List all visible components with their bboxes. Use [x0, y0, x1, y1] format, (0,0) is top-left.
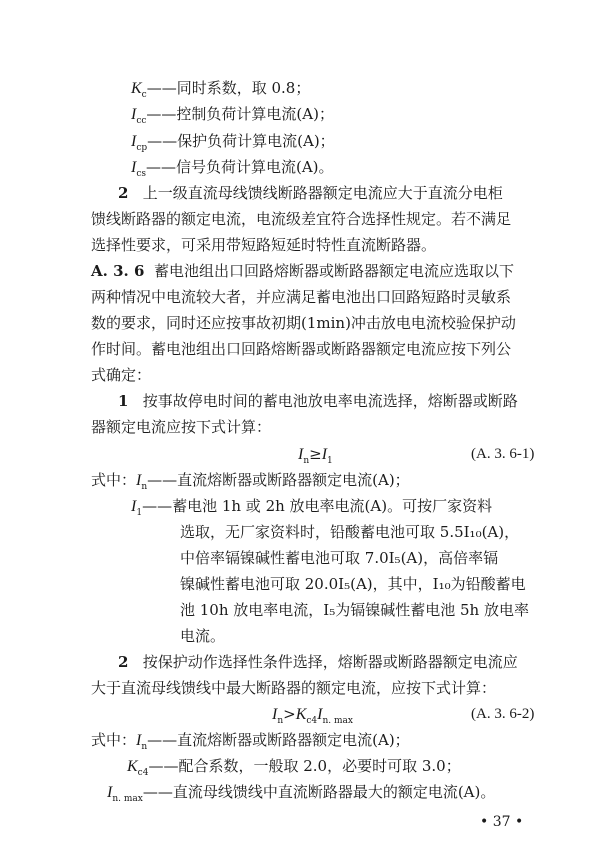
def-ics [131, 157, 334, 184]
where1-i1-line-1 [131, 496, 492, 523]
operator: ≥ [309, 445, 322, 463]
item-number: 2 [118, 184, 129, 202]
section-a36-line-5: 式确定： [91, 366, 152, 384]
current-symbol: I [317, 706, 323, 723]
section-a36-line-3: 数的要求，同时还应按事故初期(1min)冲击放电电流校验保护动 [91, 314, 516, 332]
coefficient-subscript: c4 [306, 716, 318, 726]
definition-text: ——蓄电池 1h 或 2h 放电率电流(A)。可按厂家资料 [142, 497, 493, 515]
section-text: 蓄电池组出口回路熔断器或断路器额定电流应选取以下 [153, 262, 514, 280]
page-number: • 37 • [480, 814, 524, 830]
symbol: I [136, 472, 142, 489]
definition-text: ——直流熔断器或断路器额定电流(A)； [147, 731, 410, 749]
equation-number-2: (A. 3. 6-2) [471, 706, 535, 722]
coefficient-symbol: K [295, 706, 307, 723]
section-a36-line-2: 两种情况中电流较大者，并应满足蓄电池出口回路短路时灵敏系 [91, 288, 512, 306]
item1-line-1 [118, 391, 518, 411]
lhs-subscript: n [277, 716, 284, 726]
symbol: I [131, 106, 137, 123]
where1-i1-line-2: 选取，无厂家资料时，铅酸蓄电池可取 5.5I₁₀(A)， [180, 523, 520, 541]
where1-i1-line-3: 中倍率镉镍碱性蓄电池可取 7.0I₅(A)，高倍率镉 [180, 549, 499, 567]
definition-text: ——直流母线馈线中直流断路器最大的额定电流(A)。 [142, 783, 496, 801]
definition-text: ——保护负荷计算电流(A)； [147, 132, 335, 150]
section-number: A. 3. 6 [91, 262, 145, 280]
where-prefix: 式中： [91, 471, 137, 489]
subscript: 1 [136, 508, 143, 518]
symbol: I [136, 732, 142, 749]
where2-inmax [107, 782, 495, 809]
definition-text: ——控制负荷计算电流(A)； [146, 105, 334, 123]
subscript: n. max [112, 794, 143, 804]
lhs-symbol: I [272, 706, 278, 723]
symbol: I [131, 159, 137, 176]
symbol: K [131, 80, 142, 97]
symbol: K [127, 758, 138, 775]
rhs-subscript: 1 [327, 456, 333, 466]
symbol: I [107, 784, 113, 801]
item1-line-2: 器额定电流应按下式计算： [91, 418, 272, 436]
item2-line-1 [118, 652, 518, 672]
definition-text: ——信号负荷计算电流(A)。 [146, 158, 334, 176]
formula-1 [298, 444, 333, 471]
definition-text: ——直流熔断器或断路器额定电流(A)； [147, 471, 410, 489]
subscript: c4 [137, 768, 149, 778]
where-prefix: 式中： [91, 731, 137, 749]
where1-i1-line-6: 电流。 [180, 627, 226, 645]
item2-top-line-2: 馈线断路器的额定电流，电流级差宜符合选择性规定。若不满足 [91, 210, 512, 228]
where1-i1-line-4: 镍碱性蓄电池可取 20.0I₅(A)，其中，I₁₀为铅酸蓄电 [180, 575, 526, 593]
item2-top-line-3: 选择性要求，可采用带短路短延时特性直流断路器。 [91, 236, 437, 254]
subscript: n [141, 482, 148, 492]
definition-text: ——配合系数，一般取 2.0，必要时可取 3.0； [148, 757, 461, 775]
section-a36-line-1 [91, 261, 514, 281]
formula-2 [272, 704, 353, 731]
equation-number-1: (A. 3. 6-1) [471, 446, 535, 462]
where2-in [91, 730, 410, 757]
item-text: 按事故停电时间的蓄电池放电率电流选择，熔断器或断路 [142, 392, 518, 410]
symbol: I [131, 498, 137, 515]
lhs-subscript: n [303, 456, 310, 466]
subscript: cp [136, 143, 148, 153]
subscript: cs [136, 169, 146, 179]
lhs-symbol: I [298, 446, 304, 463]
symbol: I [131, 133, 137, 150]
item-number: 2 [118, 653, 129, 671]
item-text: 上一级直流母线馈线断路器额定电流应大于直流分电柜 [142, 184, 503, 202]
operator: > [283, 705, 296, 723]
item-number: 1 [118, 392, 129, 410]
def-icc [131, 104, 334, 131]
current-subscript: n. max [322, 716, 353, 726]
where1-in [91, 470, 410, 497]
definition-text: ——同时系数，取 0.8； [146, 79, 311, 97]
def-icp [131, 131, 335, 158]
item2-top-line-1 [118, 183, 503, 203]
item-text: 按保护动作选择性条件选择，熔断器或断路器额定电流应 [142, 653, 518, 671]
item2-line-2: 大于直流母线馈线中最大断路器的额定电流，应按下式计算： [91, 679, 497, 697]
where1-i1-line-5: 池 10h 放电率电流，I₅为镉镍碱性蓄电池 5h 放电率 [180, 601, 529, 619]
where2-kc4 [127, 756, 461, 783]
section-a36-line-4: 作时间。蓄电池组出口回路熔断器或断路器额定电流应按下列公 [91, 340, 512, 358]
subscript: c [141, 90, 147, 100]
subscript: n [141, 742, 148, 752]
rhs-symbol: I [321, 446, 328, 463]
def-kc [131, 78, 310, 105]
subscript: cc [136, 116, 147, 126]
